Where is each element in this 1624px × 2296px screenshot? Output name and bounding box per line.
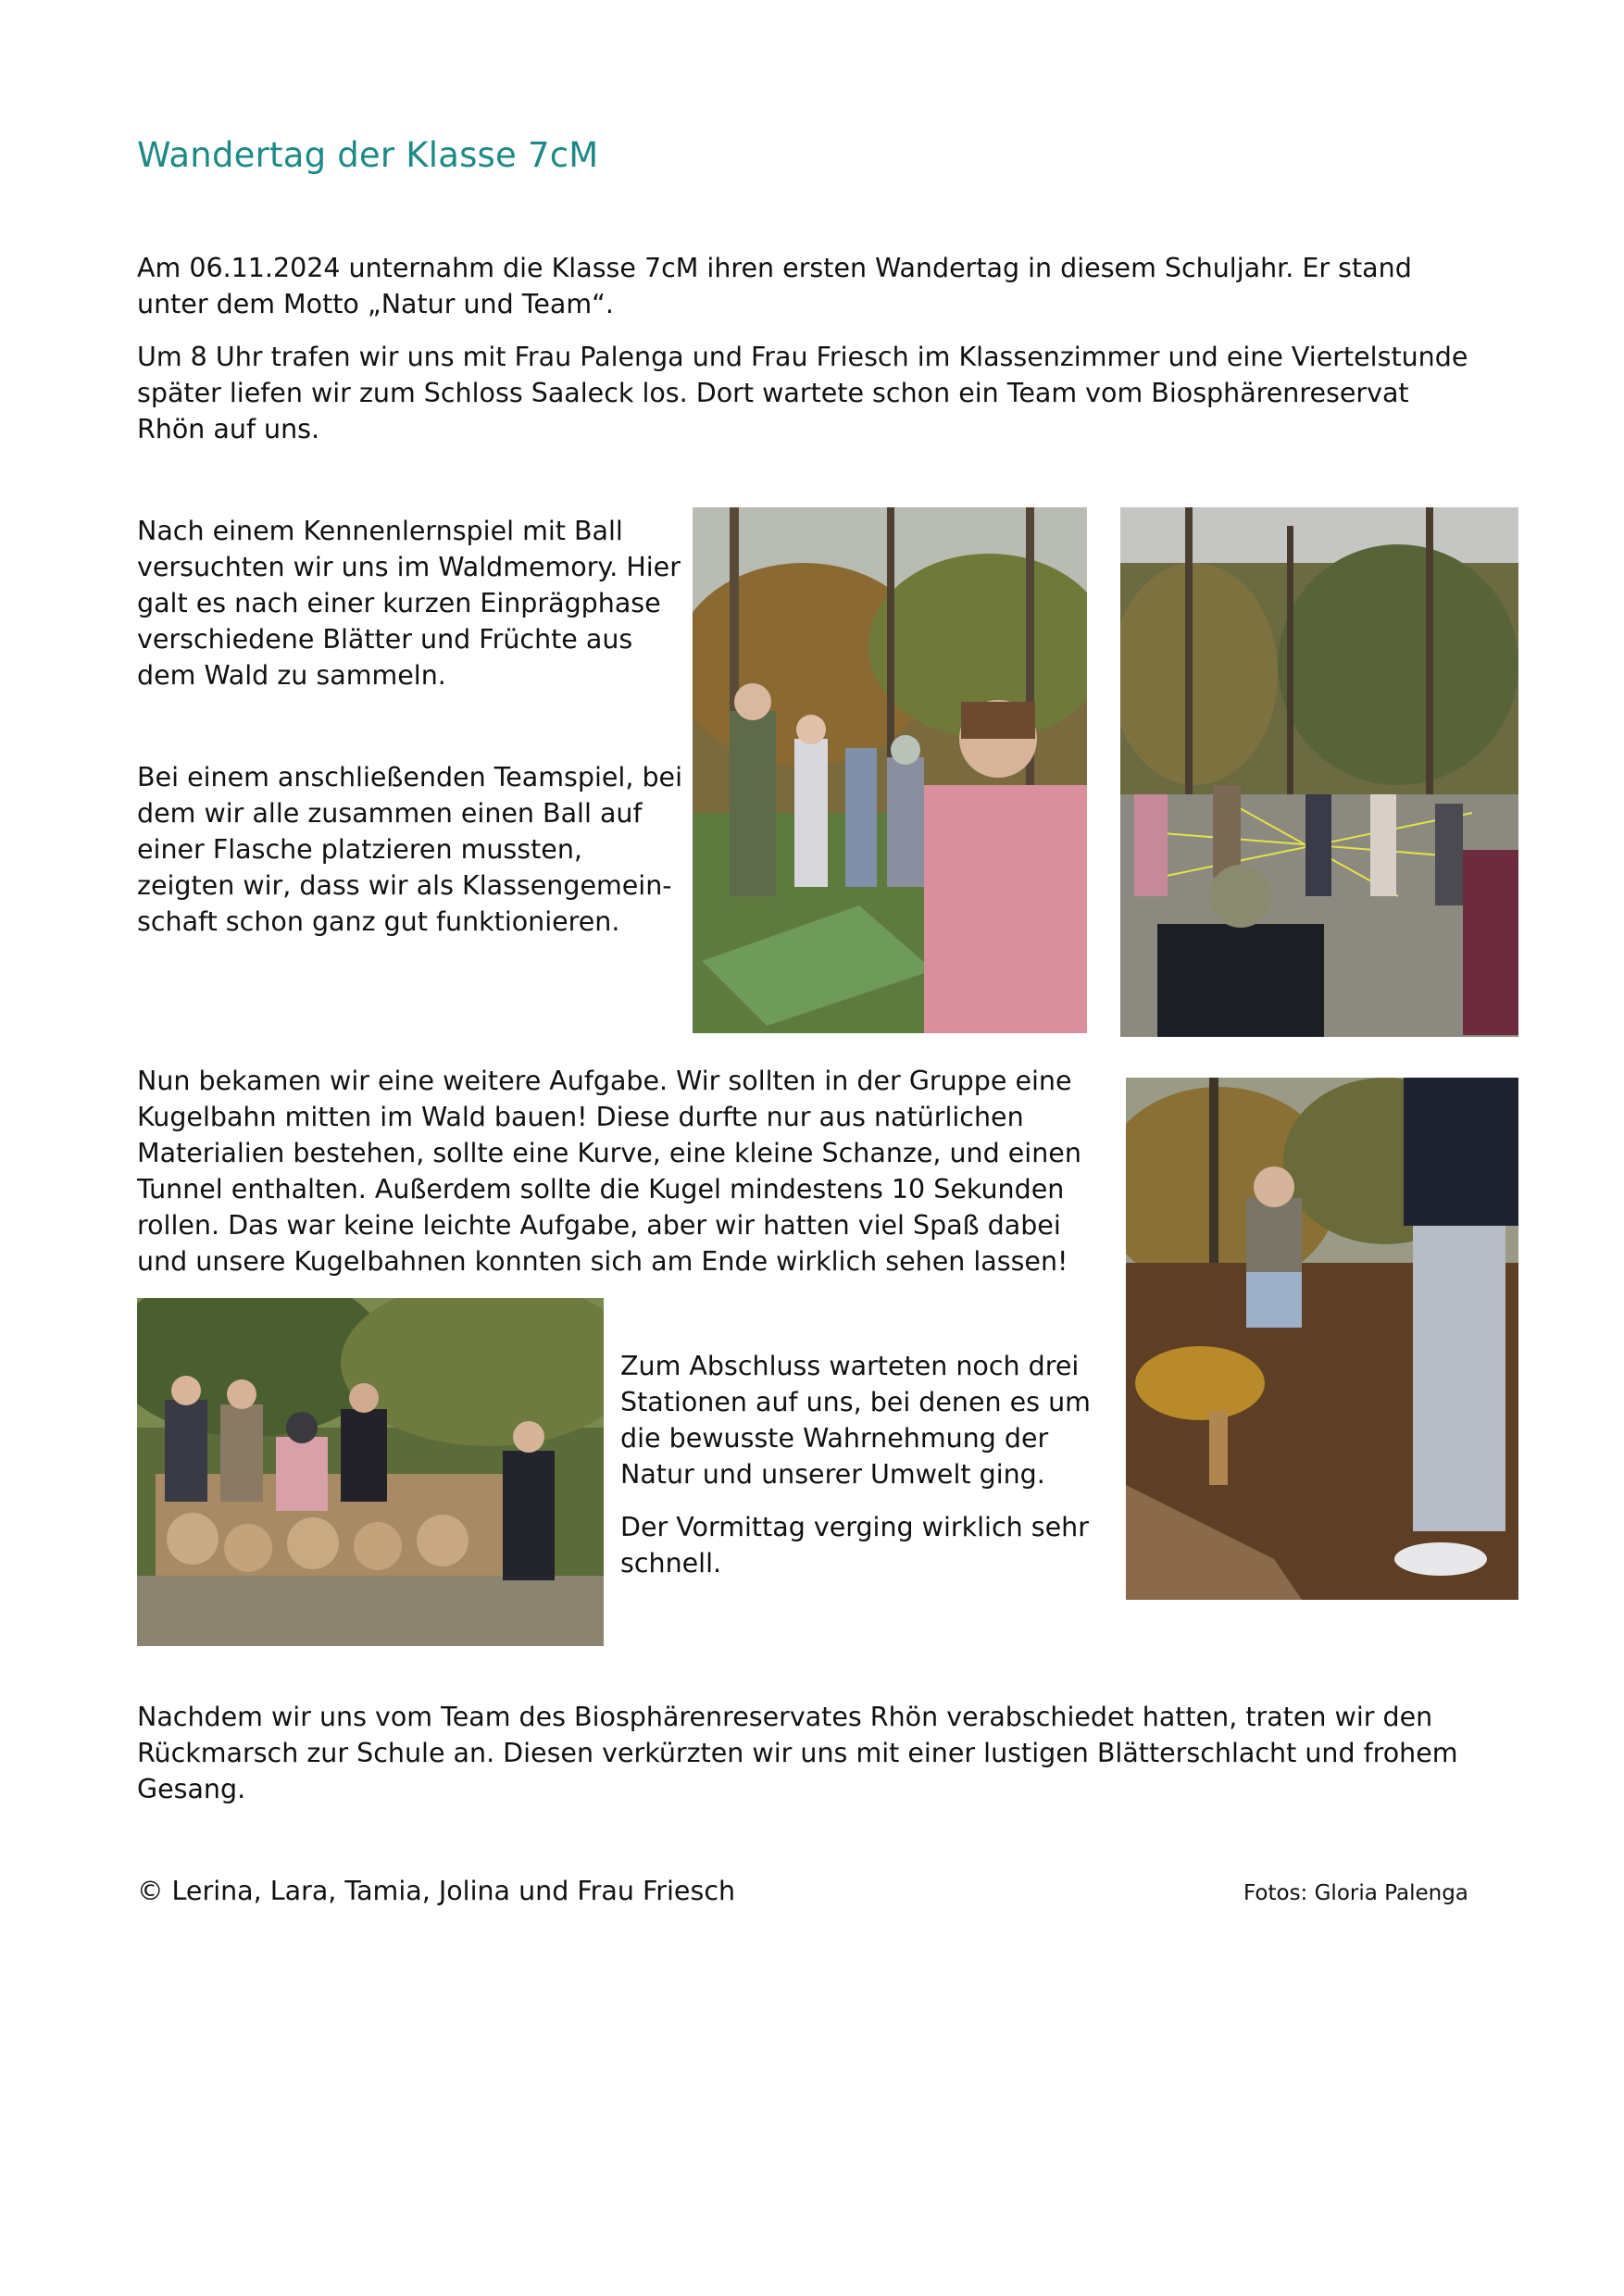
teamspiel-paragraph: Bei einem anschließenden Teamspiel, bei dem wir alle zusammen einen Ball auf einer Flasche platzieren mussten, zeigten wir, dass wir als Klassengemein-schaft schon ganz gut funktionieren.: [137, 762, 683, 937]
vormittag-paragraph: Der Vormittag verging wirklich sehr schnell.: [620, 1512, 1089, 1578]
photo-credit: Fotos: Gloria Palenga: [1243, 1881, 1468, 1905]
kugelbahn-paragraph: Nun bekamen wir eine weitere Aufgabe. Wir sollten in der Gruppe eine Kugelbahn mitten im Wald bauen! Diese durfte nur aus natürlichen Materialien bestehen, sollte eine Kurve, eine kleine Schanze, und einen Tunnel enthalten. Außerdem sollte die Kugel mindestens 10 Sekunden rollen. Das war keine leichte Aufgabe, aber wir hatten viel Spaß dabei und unsere Kugelbahnen konnten sich am Ende wirklich sehen lassen!: [137, 1066, 1081, 1277]
intro-paragraph-1: Am 06.11.2024 unternahm die Klasse 7cM ihren ersten Wandertag in diesem Schuljahr. Er stand unter dem Motto „Natur und Team“.: [137, 253, 1412, 319]
photo-waldmemory: [693, 507, 1087, 1033]
rueckmarsch-paragraph: Nachdem wir uns vom Team des Biosphärenreservates Rhön verabschiedet hatten, traten wir den Rückmarsch zur Schule an. Diesen verkürzten wir uns mit einer lustigen Blätterschlacht und frohem Gesang.: [137, 1702, 1458, 1804]
abschluss-paragraph: Zum Abschluss warteten noch drei Stationen auf uns, bei denen es um die bewusste Wahrnehmung der Natur und unserer Umwelt ging.: [620, 1351, 1091, 1490]
photo-kugelbahn: [1126, 1078, 1518, 1600]
photo-teamspiel: [1120, 507, 1518, 1037]
authors-credit: © Lerina, Lara, Tamia, Jolina und Frau Friesch: [137, 1876, 736, 1906]
intro-paragraph-2: Um 8 Uhr trafen wir uns mit Frau Palenga und Frau Friesch im Klassenzimmer und eine Viertelstunde später liefen wir zum Schloss Saaleck los. Dort wartete schon ein Team vom Biosphärenreservat Rhön auf uns.: [137, 342, 1468, 444]
page-title: Wandertag der Klasse 7cM: [137, 135, 599, 175]
photo-stationen: [137, 1298, 604, 1646]
memory-paragraph: Nach einem Kennenlernspiel mit Ball versuchten wir uns im Waldmemory. Hier galt es nach einer kurzen Einprägphase verschiedene Blätter und Früchte aus dem Wald zu sammeln.: [137, 516, 681, 691]
